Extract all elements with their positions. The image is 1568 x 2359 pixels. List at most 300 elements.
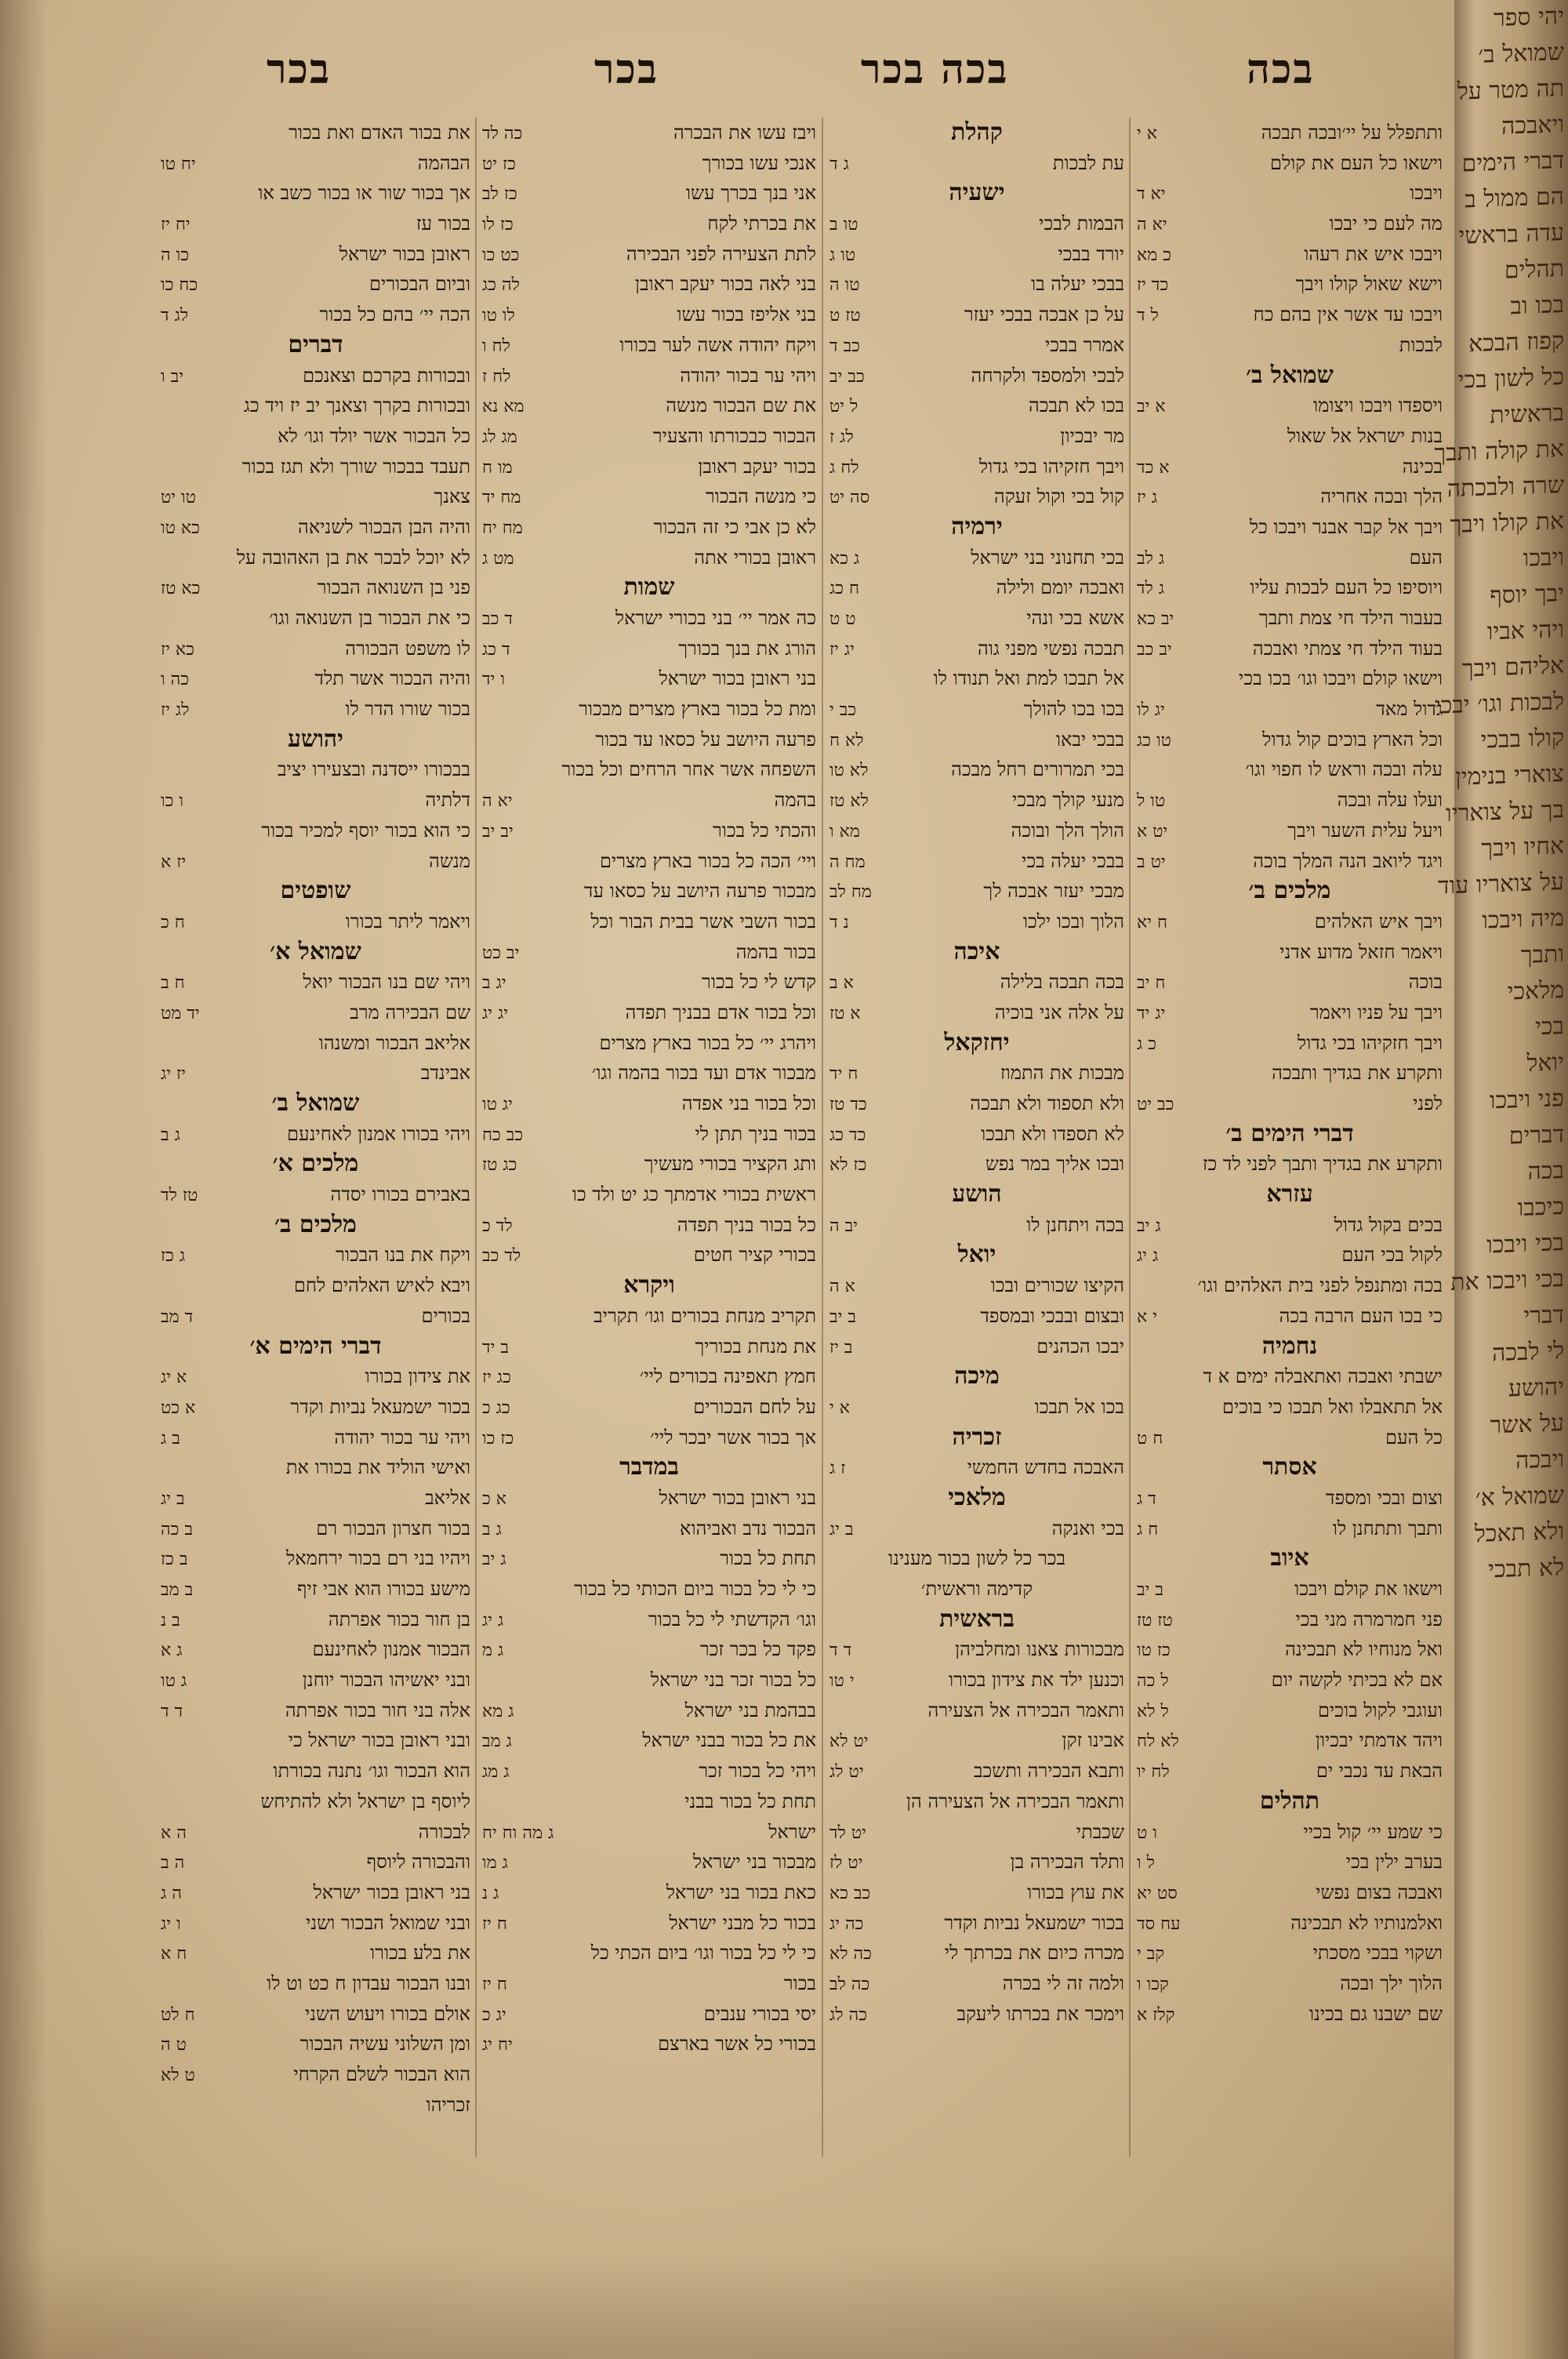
- verse-reference: ל יט: [829, 397, 858, 417]
- verse-text: גדול מאד: [1376, 698, 1443, 721]
- verse-text: אנכי עשו בכורך: [702, 151, 816, 174]
- verse-reference: ג ד: [829, 154, 849, 174]
- concordance-line: [1137, 118, 1443, 148]
- verse-text: בכורי כל אשר בארצם: [658, 2033, 816, 2055]
- book-heading: זכריה: [952, 1423, 1002, 1451]
- verse-reference: ד ג: [1137, 1488, 1156, 1509]
- verse-text: בהמה: [774, 789, 816, 812]
- concordance-line: [1137, 603, 1443, 634]
- concordance-line: [1137, 512, 1443, 543]
- concordance-line: [161, 816, 470, 846]
- running-header-4: בכה: [1247, 45, 1315, 93]
- verse-reference: ג כז: [161, 1246, 186, 1267]
- verse-text: מבכורות צאנו ומחלביהן: [955, 1638, 1124, 1661]
- concordance-line: [161, 2029, 470, 2059]
- verse-text: ויהי ער בכור יהודה: [680, 364, 816, 387]
- concordance-line: [1137, 1968, 1443, 1999]
- concordance-line: [829, 209, 1124, 239]
- verse-text: מכרה כיום את בכרתך לי: [944, 1942, 1124, 1965]
- concordance-line: [482, 1787, 816, 1817]
- concordance-line: [1137, 269, 1443, 300]
- facing-page-fragment: לי לבכה: [1492, 1337, 1564, 1368]
- verse-text: פני חמרמרה מני בכי: [1295, 1608, 1443, 1630]
- concordance-line: [829, 1149, 1124, 1180]
- verse-text: והכתי כל בכור: [712, 819, 816, 841]
- verse-text: פרעה היושב על כסאו עד בכור: [595, 728, 816, 751]
- verse-reference: ג יג: [1137, 1246, 1159, 1267]
- verse-text: ראובן בכורי אתה: [694, 546, 816, 569]
- concordance-line: [161, 1756, 470, 1787]
- verse-text: ויבז עשו את הבכרה: [673, 122, 816, 144]
- page-shadow-left: [0, 0, 47, 2359]
- verse-text: הלוך ילך ובכה: [1340, 1972, 1443, 1994]
- verse-text: הבמות לבכי: [1039, 213, 1124, 235]
- book-heading: קהלת: [951, 118, 1003, 146]
- book-heading: תהלים: [1259, 1787, 1320, 1815]
- verse-text: וישאו קולם ויבכו וגו׳ בכו בכי: [1239, 667, 1443, 690]
- entry-note: קדימה וראשית׳: [920, 1578, 1033, 1600]
- concordance-line: [482, 1877, 816, 1908]
- verse-reference: כא טז: [161, 579, 201, 599]
- verse-text: שם ישבנו גם בכינו: [1308, 2002, 1443, 2025]
- concordance-line: [161, 1968, 470, 1999]
- concordance-line: [482, 512, 816, 543]
- concordance-line: [161, 634, 470, 664]
- concordance-line: [1137, 1665, 1443, 1696]
- verse-reference: טז לד: [161, 1186, 198, 1206]
- verse-text: הבאת עד נכבי ים: [1316, 1760, 1443, 1783]
- verse-reference: כ ג: [1137, 1034, 1157, 1054]
- verse-text: ובני ראובן בכור ישראל כי: [288, 1729, 470, 1752]
- verse-text: וישאו את קולם ויבכו: [1294, 1578, 1443, 1600]
- verse-reference: יב יב: [482, 821, 514, 841]
- verse-text: הורג את בנך בכורך: [678, 637, 816, 660]
- concordance-line: [1137, 209, 1443, 239]
- verse-reference: טו ל: [1137, 791, 1166, 812]
- book-heading: עזרא: [1266, 1180, 1313, 1209]
- verse-text: אשא בכי ונהי: [1026, 607, 1124, 629]
- verse-text: הוא הבכור וגו׳ נתנה בכורתו: [273, 1760, 470, 1783]
- concordance-line: [161, 1058, 470, 1089]
- verse-text: שם הבכירה מרב: [350, 1001, 470, 1023]
- verse-text: והבכורה ליוסף: [366, 1851, 470, 1874]
- concordance-line: [161, 239, 470, 270]
- verse-text: מר יבכיון: [1060, 424, 1124, 447]
- verse-text: ותג הקציר בכורי מעשיך: [644, 1153, 816, 1176]
- concordance-line: [829, 1210, 1124, 1241]
- concordance-line: [482, 1817, 816, 1848]
- concordance-line: [161, 452, 470, 482]
- book-heading: ירמיה: [951, 512, 1003, 540]
- facing-page-fragment: צוארי בנימין: [1455, 760, 1564, 791]
- book-heading: אסתר: [1262, 1453, 1317, 1481]
- facing-page-fragment: הם ממול ב: [1465, 183, 1564, 214]
- concordance-line: [482, 118, 816, 148]
- verse-reference: ג א: [161, 1641, 183, 1661]
- concordance-line: [161, 1240, 470, 1270]
- verse-reference: א יב: [1137, 397, 1166, 417]
- concordance-line: [161, 1574, 470, 1605]
- verse-reference: כה לד: [482, 124, 523, 144]
- verse-reference: ג מא: [482, 1701, 514, 1721]
- concordance-line: [829, 1392, 1124, 1423]
- concordance-line: [161, 907, 470, 937]
- concordance-line: [482, 361, 816, 391]
- verse-text: בכו בכו להולך: [1023, 698, 1124, 721]
- verse-reference: ג יג: [482, 1610, 504, 1630]
- verse-reference: יב כט: [482, 943, 520, 963]
- verse-text: הוא הבכור לשלם הקרחי: [293, 2063, 470, 2085]
- concordance-line: [482, 1210, 816, 1241]
- concordance-line: [482, 1605, 816, 1635]
- verse-reference: ד כג: [482, 639, 510, 660]
- concordance-line: [829, 300, 1124, 330]
- concordance-line: [829, 1514, 1124, 1544]
- concordance-line: [161, 118, 470, 148]
- facing-page-fragment: תהלים: [1504, 255, 1564, 285]
- verse-reference: ח יא: [1137, 912, 1167, 932]
- verse-reference: ב מב: [161, 1580, 194, 1600]
- verse-text: ותתפלל על יי׳ובכה תבכה: [1261, 122, 1443, 144]
- verse-text: את שם הבכור מנשה: [666, 394, 816, 417]
- concordance-line: [829, 452, 1124, 482]
- verse-reference: לח ו: [482, 336, 510, 356]
- verse-reference: מט ג: [482, 548, 514, 569]
- concordance-line: [161, 1665, 470, 1696]
- verse-text: הבהמה: [417, 151, 470, 174]
- concordance-line: [161, 1787, 470, 1817]
- concordance-line: [829, 361, 1124, 391]
- verse-text: בני ראובן בכור ישראל: [313, 1881, 470, 1903]
- verse-text: ויאמר ליתר בכורו: [345, 910, 470, 932]
- verse-text: הלך ובכה אחריה: [1320, 485, 1443, 508]
- concordance-line: [1137, 725, 1443, 755]
- concordance-line: [829, 239, 1124, 270]
- verse-text: ליוסף בן ישראל ולא להתיחש: [260, 1790, 470, 1812]
- verse-text: בכור בהמה: [735, 940, 816, 963]
- concordance-line: [482, 1634, 816, 1665]
- concordance-line: [829, 391, 1124, 421]
- concordance-line: [1137, 1392, 1443, 1423]
- verse-text: ויהרג יי׳ כל בכור בארץ מצרים: [599, 1031, 816, 1054]
- book-heading: יואל: [957, 1241, 996, 1269]
- verse-reference: יג לו: [1137, 700, 1165, 721]
- verse-reference: ב יג: [161, 1488, 185, 1509]
- verse-reference: טו יט: [161, 488, 196, 508]
- verse-text: בכור שורו הדר לו: [345, 698, 470, 721]
- verse-text: לתת הצעירה לפני הבכירה: [626, 242, 816, 265]
- concordance-line: [1137, 1028, 1443, 1059]
- concordance-line: [1137, 482, 1443, 512]
- verse-reference: כח כו: [161, 275, 198, 296]
- verse-reference: ד ד: [161, 1701, 183, 1721]
- concordance-line: [482, 1725, 816, 1756]
- concordance-line: [829, 1725, 1124, 1756]
- book-heading: שמואל ב׳: [1246, 361, 1334, 389]
- running-header-1: בכר: [267, 45, 332, 93]
- book-heading: שמואל ב׳: [271, 1089, 360, 1117]
- verse-text: דלתיה: [425, 789, 470, 812]
- concordance-line: [161, 1483, 470, 1514]
- facing-page-fragment: פני ויבכו: [1489, 1085, 1564, 1115]
- book-heading: מיכה: [954, 1362, 1000, 1390]
- verse-reference: ד מב: [161, 1307, 194, 1327]
- verse-reference: יא ה: [482, 791, 513, 812]
- facing-page-fragment: שמואל א׳: [1475, 1481, 1564, 1512]
- concordance-line: [1137, 421, 1443, 452]
- verse-reference: ב יג: [829, 1519, 854, 1539]
- verse-reference: יא ד: [1137, 184, 1166, 205]
- facing-page-fragment: אחיו ויבך: [1481, 832, 1564, 863]
- verse-text: מבכי יעזר אבכה לך: [983, 880, 1124, 903]
- verse-reference: לח ז: [482, 366, 511, 387]
- concordance-line: [829, 1089, 1124, 1119]
- verse-text: בבכי יבאו: [1055, 728, 1124, 751]
- verse-text: ויקח את בנו הבכור: [336, 1244, 470, 1267]
- verse-reference: מו ח: [482, 457, 513, 478]
- concordance-column-3: [482, 118, 816, 2157]
- concordance-line: [161, 2059, 470, 2090]
- concordance-line: [1137, 1696, 1443, 1726]
- verse-reference: ח ג: [1137, 1519, 1159, 1539]
- facing-page-fragment: בראשית: [1490, 399, 1564, 430]
- verse-text: את בכרתי לקח: [707, 213, 816, 235]
- facing-page-fragment: אליהם ויבך: [1461, 652, 1564, 683]
- verse-text: בבהמת בני ישראל: [684, 1699, 816, 1721]
- concordance-line: [829, 663, 1124, 694]
- facing-page-fragment: דברי הימים: [1461, 147, 1564, 178]
- concordance-line: [482, 1543, 816, 1574]
- facing-page-fragment: בך על צואריו: [1446, 796, 1564, 828]
- concordance-line: [161, 1423, 470, 1453]
- verse-text: ויהד אדמתי יבכיון: [1315, 1729, 1443, 1752]
- verse-text: לפני: [1413, 1092, 1443, 1114]
- concordance-line: [829, 1452, 1124, 1483]
- verse-text: אבינדב: [420, 1062, 470, 1085]
- facing-page-fragment: מיה ויבכו: [1482, 904, 1564, 935]
- concordance-line: [1137, 663, 1443, 694]
- verse-text: ותקרע את בגדיך ותבכה: [1272, 1062, 1443, 1085]
- verse-text: כי שמע יי׳ קול בכיי: [1303, 1820, 1443, 1843]
- concordance-line: [829, 1756, 1124, 1787]
- verse-reference: ב יד: [482, 1337, 509, 1358]
- verse-reference: ב נ: [161, 1610, 180, 1630]
- book-heading: ישעיה: [949, 179, 1005, 207]
- verse-text: ולא תספוד ולא תבכה: [970, 1092, 1124, 1114]
- book-heading: איוב: [1270, 1544, 1309, 1572]
- verse-reference: י טו: [829, 1671, 855, 1692]
- concordance-line: [482, 1361, 816, 1392]
- verse-reference: ה א: [161, 1823, 187, 1843]
- facing-page-fragment: את קולה ותבך: [1434, 435, 1564, 467]
- verse-text: יבכו הכהנים: [1036, 1335, 1124, 1358]
- verse-reference: כג יז: [482, 1368, 511, 1388]
- verse-text: והיה הבן הבכור לשניאה: [298, 515, 470, 538]
- verse-text: אליאב: [425, 1486, 470, 1509]
- verse-reference: ג יב: [1137, 1216, 1161, 1236]
- concordance-line: [829, 1119, 1124, 1150]
- verse-text: ואל מנוחיו לא תבכינה: [1285, 1638, 1443, 1661]
- concordance-line: [829, 1847, 1124, 1877]
- concordance-line: [482, 1908, 816, 1939]
- facing-page-fragment: על צואריו עוד: [1438, 868, 1564, 900]
- verse-text: ישבתי ואבכה ואתאבלה ימים א ד: [1203, 1365, 1443, 1388]
- verse-reference: ח יז: [482, 1914, 507, 1934]
- book-heading: יהושע: [287, 725, 343, 753]
- facing-page-fragment: ויבכו: [1523, 543, 1564, 572]
- verse-text: ובכורות בקרכם וצאנכם: [303, 364, 470, 387]
- verse-text: מבכור בני ישראל: [692, 1851, 816, 1874]
- concordance-line: [161, 269, 470, 300]
- concordance-line: [161, 694, 470, 725]
- verse-reference: ג מב: [482, 1732, 512, 1752]
- verse-reference: טו ה: [829, 275, 860, 296]
- concordance-line: [482, 1119, 816, 1150]
- verse-reference: כה לג: [829, 2005, 867, 2025]
- verse-text: ואבכה בצום נפשי: [1316, 1881, 1443, 1903]
- concordance-line: [482, 694, 816, 725]
- concordance-line: [482, 754, 816, 785]
- verse-text: מישע בכורו הוא אבי זיף: [296, 1578, 470, 1600]
- verse-reference: ט לא: [161, 2066, 195, 2085]
- verse-text: הכה יי׳ בהם כל בכור: [319, 304, 470, 326]
- verse-text: כל העם: [1385, 1426, 1443, 1448]
- facing-page-fragment: ויבכה: [1515, 1445, 1564, 1475]
- verse-text: תחת כל בכור בבני: [684, 1790, 816, 1812]
- concordance-line: [482, 1847, 816, 1877]
- verse-text: תעבד בבכור שורך ולא תגז בכור: [241, 455, 470, 478]
- verse-reference: לא טז: [829, 791, 869, 812]
- verse-text: ועוגבי לקול בוכים: [1317, 1699, 1443, 1721]
- concordance-column-4: [161, 118, 470, 2157]
- concordance-line: [829, 482, 1124, 512]
- concordance-line: [1137, 816, 1443, 846]
- verse-text: עלה ובכה וראש לו חפוי וגו׳: [1245, 758, 1443, 781]
- verse-reference: ח יב: [1137, 973, 1166, 994]
- verse-reference: ל ו: [1137, 1853, 1155, 1874]
- verse-reference: כב י: [829, 700, 857, 721]
- verse-text: בבכורו ייסדנה ובצעירו יציב: [277, 758, 470, 781]
- concordance-line: [1137, 148, 1443, 179]
- facing-page-fragment: בכו וב: [1510, 291, 1564, 321]
- concordance-line: [829, 785, 1124, 816]
- concordance-line: [1137, 1210, 1443, 1241]
- concordance-line: [482, 1756, 816, 1787]
- book-heading: במדבר: [619, 1453, 679, 1481]
- verse-text: ויקח יהודה אשה לער בכורו: [619, 333, 816, 356]
- verse-text: ויספדו ויבכו ויצומו: [1313, 394, 1443, 417]
- concordance-line: [161, 209, 470, 239]
- verse-text: זכריהו: [426, 2093, 470, 2116]
- verse-text: תבכה נפשי מפני גוה: [977, 637, 1124, 660]
- concordance-line: [161, 1847, 470, 1877]
- verse-text: בכור ישמעאל נביות וקדר: [290, 1395, 470, 1418]
- concordance-line: [482, 148, 816, 179]
- verse-reference: כב ד: [829, 336, 860, 356]
- facing-page-fragment: קפוז הבכא: [1468, 327, 1564, 358]
- concordance-line: [1137, 1089, 1443, 1119]
- concordance-line: [829, 846, 1124, 877]
- verse-text: בכור עז: [416, 213, 470, 235]
- verse-text: ויהי ער בכור יהודה: [334, 1426, 470, 1448]
- verse-text: ויהי שם בנו הבכור יואל: [303, 971, 470, 994]
- verse-reference: לא טו: [829, 761, 869, 781]
- concordance-line: [829, 1968, 1124, 1999]
- verse-text: פני בן השנואה הבכור: [317, 576, 470, 599]
- concordance-line: [161, 572, 470, 603]
- concordance-line: [482, 725, 816, 755]
- verse-text: ויוסיפו כל העם לבכות עליו: [1250, 576, 1443, 599]
- concordance-line: [829, 1877, 1124, 1908]
- book-heading: נחמיה: [1261, 1332, 1318, 1360]
- verse-text: כה אמר יי׳ בני בכורי ישראל: [615, 607, 816, 629]
- facing-page-fragment: בכי: [1535, 1012, 1564, 1041]
- verse-text: מנעי קולך מבכי: [1012, 789, 1124, 812]
- verse-text: כאת בכור בני ישראל: [666, 1881, 816, 1903]
- concordance-line: [482, 1332, 816, 1362]
- verse-text: בכורי קציר חטים: [693, 1244, 816, 1267]
- concordance-line: [482, 269, 816, 300]
- verse-text: בעבור הילד חי צמת ותבך: [1258, 607, 1443, 629]
- verse-text: כי מנשה הבכור: [705, 485, 816, 508]
- concordance-line: [1137, 1149, 1443, 1180]
- facing-page-fragment: ולא תאכל: [1474, 1518, 1564, 1549]
- verse-reference: כו ה: [161, 245, 190, 265]
- verse-text: בכי תחנוני בני ישראל: [971, 546, 1124, 569]
- verse-text: ויבך חזקיהו בכי גדול: [1297, 1031, 1443, 1054]
- concordance-line: [1137, 1483, 1443, 1514]
- concordance-column-1: [1137, 118, 1443, 2157]
- concordance-line: [1137, 543, 1443, 573]
- concordance-line: [482, 816, 816, 846]
- verse-text: את בכור האדם ואת בכור: [289, 122, 470, 144]
- concordance-line: [161, 2090, 470, 2121]
- verse-text: אם לא בכיתי לקשה יום: [1271, 1669, 1443, 1692]
- verse-reference: ב יב: [1137, 1580, 1163, 1600]
- column-rule: [475, 118, 477, 2157]
- concordance-line: [482, 634, 816, 664]
- verse-text: עת לבכות: [1052, 151, 1124, 174]
- concordance-line: [1137, 1301, 1443, 1332]
- verse-text: מבכות את התמוז: [1000, 1062, 1124, 1085]
- verse-text: ואבכה יומם ולילה: [996, 576, 1124, 599]
- concordance-line: [1137, 937, 1443, 968]
- page-shadow-bottom: [0, 2249, 1468, 2359]
- verse-reference: לא ח: [829, 730, 864, 751]
- verse-text: בכורים: [421, 1304, 470, 1327]
- verse-reference: יד מט: [161, 1003, 200, 1023]
- verse-text: כי לי כל בכור ביום הכותי כל בכור: [574, 1578, 816, 1600]
- verse-reference: יג כ: [482, 2005, 506, 2025]
- verse-text: כי לי כל בכור וגו׳ ביום הכתי כל: [590, 1942, 816, 1965]
- concordance-line: [1137, 1574, 1443, 1605]
- verse-reference: ו ט: [1137, 1823, 1157, 1843]
- verse-text: בכי ואנקה: [1051, 1517, 1124, 1539]
- verse-text: וימכר את בכרתו ליעקב: [956, 2002, 1124, 2025]
- book-heading: דברי הימים א׳: [249, 1332, 382, 1360]
- verse-text: העם: [1409, 546, 1443, 569]
- verse-text: ושקוי בבכי מסכתי: [1312, 1942, 1443, 1965]
- verse-reference: כט כו: [482, 245, 520, 265]
- verse-reference: כז לב: [482, 184, 517, 205]
- concordance-line: [482, 967, 816, 998]
- verse-text: ויבכו איש את רעהו: [1304, 242, 1443, 265]
- verse-reference: לג ז: [829, 427, 854, 447]
- verse-text: תחת כל בכור: [720, 1547, 816, 1570]
- concordance-line: [829, 330, 1124, 361]
- verse-text: ולמה זה לי בכרה: [1002, 1972, 1124, 1994]
- verse-reference: ג נ: [482, 1883, 499, 1903]
